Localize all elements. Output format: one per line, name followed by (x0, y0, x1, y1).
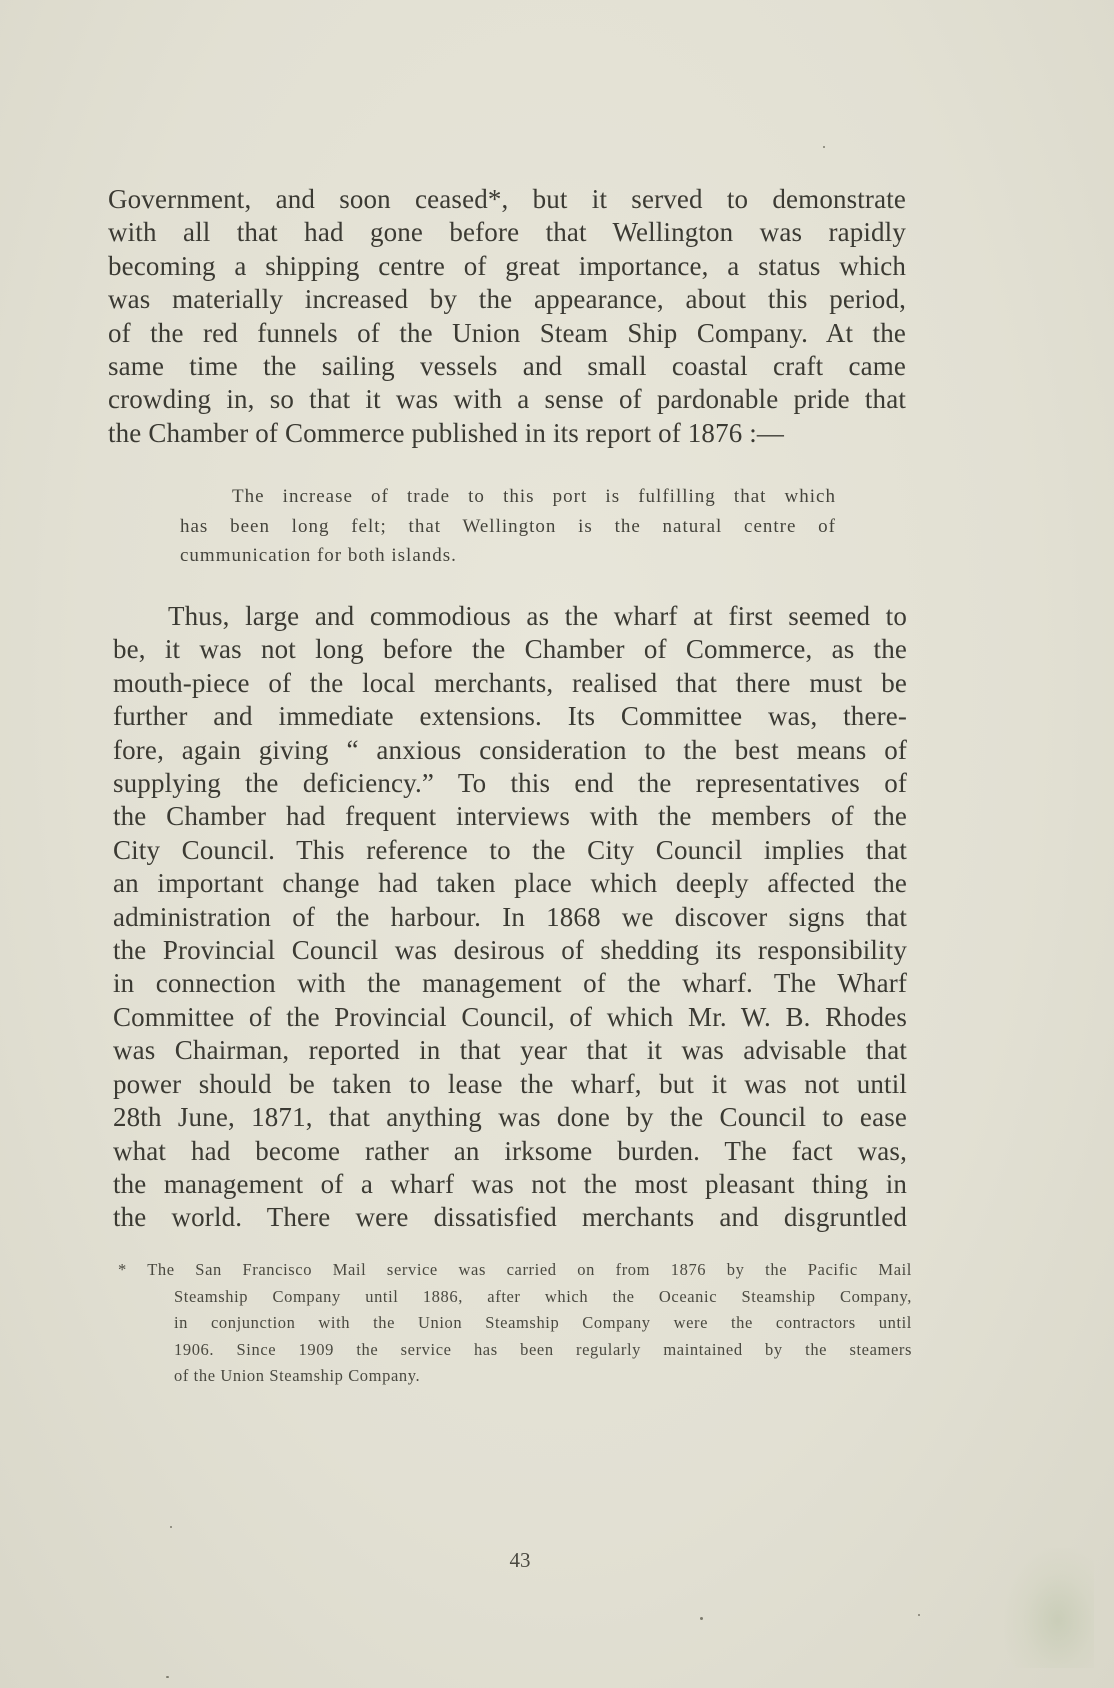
text-line: 28th June, 1871, that anything was done by the Council to ease (113, 1102, 907, 1133)
footnote-line: * The San Francisco Mail service was carried on from 1876 by the Pacific Mail (118, 1260, 912, 1279)
quote-line: cummunication for both islands. (180, 545, 457, 566)
text-line: the management of a wharf was not the most pleasant thing in (113, 1168, 907, 1199)
block-quote (180, 482, 836, 571)
footnote-line: of the Union Steamship Company. (174, 1366, 421, 1385)
text-line: supplying the deficiency.” To this end the representatives of (113, 768, 907, 799)
text-line: same time the sailing vessels and small coastal craft came (108, 351, 906, 382)
page-number: 43 (509, 1548, 531, 1572)
paper-speck (170, 1526, 172, 1528)
text-line: the world. There were dissatisfied merchants and disgruntled (113, 1202, 907, 1233)
text-line: the Chamber of Commerce published in its report of 1876 :— (108, 417, 785, 448)
text-line: further and immediate extensions. Its Committee was, there- (113, 701, 907, 732)
paper-speck (918, 1614, 920, 1616)
text-line: Thus, large and commodious as the wharf at first seemed to (168, 601, 907, 631)
paper-speck (166, 1676, 169, 1678)
footnote (118, 1257, 912, 1390)
paragraph-1 (108, 183, 906, 450)
text-line: City Council. This reference to the City Council implies that (113, 834, 907, 865)
paragraph-2 (113, 600, 907, 1235)
text-line: the Provincial Council was desirous of shedding its responsibility (113, 935, 907, 966)
footnote-line: 1906. Since 1909 the service has been regularly maintained by the steamers (174, 1339, 912, 1359)
text-line: the Chamber had frequent interviews with the members of the (113, 801, 907, 832)
text-line: Government, and soon ceased*, but it served to demonstrate (108, 184, 906, 214)
text-line: mouth-piece of the local merchants, realised that there must be (113, 667, 907, 698)
text-line: an important change had taken place which deeply affected the (113, 868, 907, 899)
text-line: be, it was not long before the Chamber of Commerce, as the (113, 634, 907, 665)
text-line: in connection with the management of the wharf. The Wharf (113, 968, 907, 999)
text-line: with all that had gone before that Wellington was rapidly (108, 217, 906, 248)
text-line: Committee of the Provincial Council, of which Mr. W. B. Rhodes (113, 1001, 907, 1032)
paper-stain (1004, 1548, 1094, 1668)
paper-speck (700, 1617, 703, 1620)
text-line: what had become rather an irksome burden. The fact was, (113, 1135, 907, 1166)
quote-line: has been long felt; that Wellington is the natural centre of (180, 515, 836, 537)
text-line: administration of the harbour. In 1868 we discover signs that (113, 901, 907, 932)
text-line: was Chairman, reported in that year that it was advisable that (113, 1035, 907, 1066)
text-line: of the red funnels of the Union Steam Ship Company. At the (108, 317, 906, 348)
footnote-line: Steamship Company until 1886, after which the Oceanic Steamship Company, (174, 1286, 912, 1306)
text-line: was materially increased by the appearance, about this period, (108, 284, 906, 315)
quote-line: The increase of trade to this port is fulfilling that which (232, 486, 836, 507)
text-line: becoming a shipping centre of great importance, a status which (108, 250, 906, 281)
text-line: power should be taken to lease the wharf, but it was not until (113, 1068, 907, 1099)
paper-speck (823, 146, 825, 148)
text-line: crowding in, so that it was with a sense of pardonable pride that (108, 384, 906, 415)
text-line: fore, again giving “ anxious consideration to the best means of (113, 734, 907, 765)
footnote-line: in conjunction with the Union Steamship Company were the contractors until (174, 1313, 912, 1332)
